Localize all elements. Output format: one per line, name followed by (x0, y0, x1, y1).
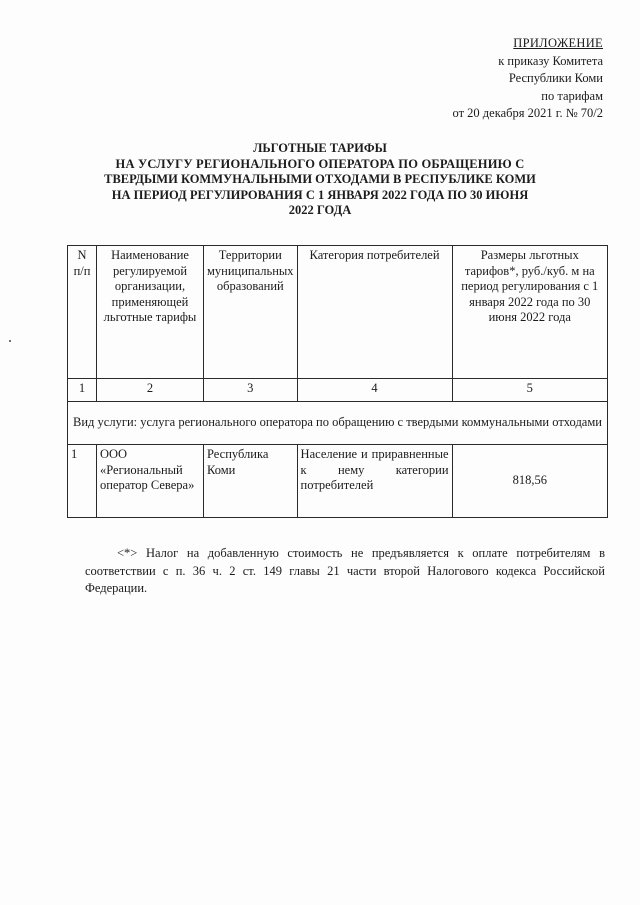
title-line: 2022 ГОДА (288, 203, 352, 217)
appendix-block (453, 35, 604, 123)
header-number: N п/п (68, 246, 97, 379)
row-number: 1 (68, 445, 97, 518)
table-row (68, 445, 608, 518)
row-organization: ООО «Региональный оператор Севера» (97, 445, 204, 518)
table-header-row (68, 246, 608, 379)
title-line: ТВЕРДЫМИ КОММУНАЛЬНЫМИ ОТХОДАМИ В РЕСПУБЛИКЕ КОМИ (104, 172, 536, 186)
column-number: 4 (297, 379, 452, 402)
title-line: НА ПЕРИОД РЕГУЛИРОВАНИЯ С 1 ЯНВАРЯ 2022 ГОДА ПО 30 ИЮНЯ (111, 187, 529, 202)
footnote-text: <*> Налог на добавленную стоимость не предъявляется к оплате потребителям в соответствии с п. 36 ч. 2 ст. 149 главы 21 части второй Налогового кодекса Российской Федерации. (85, 546, 605, 595)
column-number: 1 (68, 379, 97, 402)
document-title (60, 141, 580, 219)
appendix-line: от 20 декабря 2021 г. № 70/2 (452, 106, 603, 120)
scan-speck (9, 340, 11, 342)
column-number-row (68, 379, 608, 402)
header-tariff-size: Размеры льготных тарифов*, руб./куб. м на период регулирования с 1 января 2022 года по 30 июня 2022 года (452, 246, 607, 379)
header-territory: Территории муниципальных образований (204, 246, 298, 379)
service-type-cell: Вид услуги: услуга регионального оператора по обращению с твердыми коммунальными отходами (68, 402, 608, 445)
footnote (85, 545, 605, 598)
service-type-row (68, 402, 608, 445)
header-consumer-category: Категория потребителей (297, 246, 452, 379)
tariff-table (67, 245, 608, 518)
row-territory: Республика Коми (204, 445, 298, 518)
title-line: НА УСЛУГУ РЕГИОНАЛЬНОГО ОПЕРАТОРА ПО ОБРАЩЕНИЮ С (115, 156, 525, 171)
appendix-line: к приказу Комитета (498, 53, 603, 68)
appendix-line: Республики Коми (508, 71, 603, 85)
header-organization: Наименование регулируемой организации, применяющей льготные тарифы (97, 246, 204, 379)
title-line: ЛЬГОТНЫЕ ТАРИФЫ (253, 141, 387, 155)
column-number: 2 (97, 379, 204, 402)
appendix-line: по тарифам (541, 88, 603, 103)
column-number: 3 (204, 379, 298, 402)
appendix-heading: ПРИЛОЖЕНИЕ (513, 36, 603, 50)
row-consumer-category: Население и приравненные к нему категории потребителей (297, 445, 452, 518)
row-tariff-value: 818,56 (452, 445, 607, 518)
column-number: 5 (452, 379, 607, 402)
